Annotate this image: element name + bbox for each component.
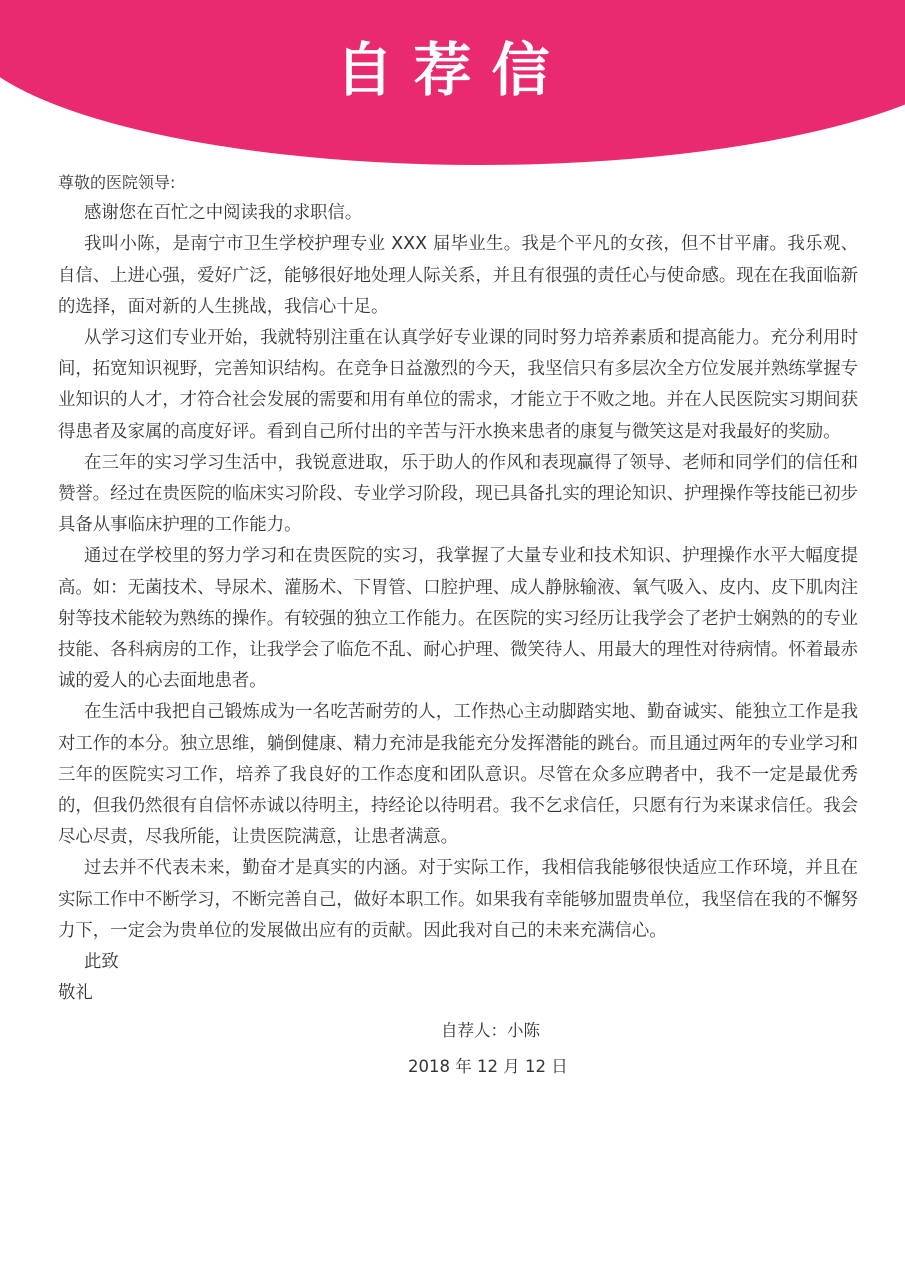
paragraph-future: 过去并不代表未来，勤奋才是真实的内涵。对于实际工作，我相信我能够很快适应工作环境，并且在实际工作中不断学习，不断完善自己，做好本职工作。如果我有幸能够加盟贵单位，我坚信在我的不懈努力下，一定会为贵单位的发展做出应有的贡献。因此我对自己的未来充满信心。	[58, 858, 858, 941]
signature-date: 2018 年 12 月 12 日	[408, 1057, 568, 1077]
paragraph-skills: 通过在学校里的努力学习和在贵医院的实习，我掌握了大量专业和技术知识、护理操作水平大幅度提高。如：无菌技术、导尿术、灌肠术、下胃管、口腔护理、成人静脉输液、氧气吸入、皮内、皮下肌肉注射等技术能较为熟练的操作。有较强的独立工作能力。在医院的实习经历让我学会了老护士娴熟的的专业技能、各科病房的工作，让我学会了临危不乱、耐心护理、微笑待人、用最大的理性对待病情。怀着最赤诚的爱人的心去面地患者。	[58, 546, 858, 692]
signature-block	[58, 1013, 858, 1085]
closing-salute: 敬礼	[58, 983, 93, 1004]
paragraph-internship: 在三年的实习学习生活中，我锐意进取，乐于助人的作风和表现赢得了领导、老师和同学们的信任和赞誉。经过在贵医院的临床实习阶段、专业学习阶段，现已具备扎实的理论知识、护理操作等技能已初步具备从事临床护理的工作能力。	[58, 452, 858, 536]
paragraph-character: 在生活中我把自己锻炼成为一名吃苦耐劳的人，工作热心主动脚踏实地、勤奋诚实、能独立工作是我对工作的本分。独立思维，躺倒健康、精力充沛是我能充分发挥潜能的跳台。而且通过两年的专业学习和三年的医院实习工作，培养了我良好的工作态度和团队意识。尽管在众多应聘者中，我不一定是最优秀的，但我仍然很有自信怀赤诚以待明主，持经论以待明君。我不乞求信任，只愿有行为来谋求信任。我会尽心尽责，尽我所能，让贵医院满意，让患者满意。	[58, 702, 858, 848]
closing-greeting: 此致	[84, 952, 119, 973]
salutation: 尊敬的医院领导:	[58, 173, 176, 192]
page-title: 自荐信	[335, 36, 570, 104]
paragraph-study: 从学习这们专业开始，我就特别注重在认真学好专业课的同时努力培养素质和提高能力。充分利用时间，拓宽知识视野，完善知识结构。在竞争日益激烈的今天，我坚信只有多层次全方位发展并熟练掌握专业知识的人才，才符合社会发展的需要和用有单位的需求，才能立于不败之地。并在人民医院实习期间获得患者及家属的高度好评。看到自己所付出的辛苦与汗水换来患者的康复与微笑这是对我最好的奖励。	[58, 328, 858, 442]
signature-name: 自荐人：小陈	[441, 1021, 540, 1041]
paragraph-thanks: 感谢您在百忙之中阅读我的求职信。	[84, 203, 363, 224]
letter-body	[58, 167, 858, 1085]
paragraph-introduction: 我叫小陈，是南宁市卫生学校护理专业 XXX 届毕业生。我是个平凡的女孩，但不甘平庸。我乐观、自信、上进心强，爱好广泛，能够很好地处理人际关系，并且有很强的责任心与使命感。现在在我面临新的选择，面对新的人生挑战，我信心十足。	[58, 234, 858, 317]
